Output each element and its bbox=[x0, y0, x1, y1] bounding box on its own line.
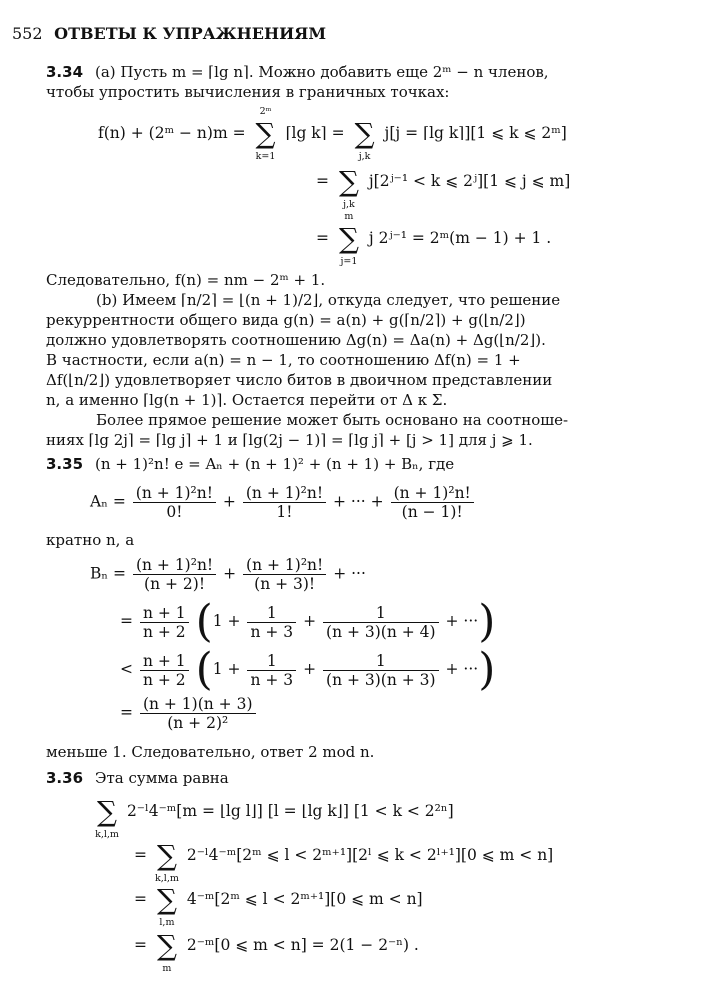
sum-symbol: ∑ j,k bbox=[338, 165, 359, 210]
text-line: чтобы упростить вычисления в граничных точках: bbox=[46, 83, 450, 101]
running-header bbox=[12, 24, 326, 43]
fraction: $\frac{n + 1}{n + 2}$ bbox=[140, 604, 189, 641]
equation-sum-2: = ∑ k,l,m 2⁻ˡ4⁻ᵐ[2ᵐ ⩽ l < 2ᵐ⁺¹][2ˡ ⩽ k < 2ˡ⁺¹][0 ⩽ m < n] bbox=[134, 839, 554, 884]
equation-bn-3: < $\frac{n + 1}{n + 2}$ (1 + $\frac{1}{n + 3}$ + $\frac{1}{(n + 3)(n + 3)}$ + ···) bbox=[120, 644, 496, 695]
chapter-title: ОТВЕТЫ К УПРАЖНЕНИЯМ bbox=[54, 24, 327, 43]
page-number: 552 bbox=[12, 24, 43, 43]
text-line: (b) Имеем ⌈n/2⌉ = ⌊(n + 1)/2⌋, откуда следует, что решение bbox=[96, 291, 561, 309]
eq-lhs: f(n) + (2ᵐ − n)m = bbox=[98, 124, 246, 142]
text-line: В частности, если a(n) = n − 1, то соотношению Δf(n) = 1 + bbox=[46, 351, 521, 369]
fraction: $\frac{\text{(n + 1)²n!}}{1!}$ bbox=[243, 484, 326, 521]
equation-line-3: = m ∑ j=1 j 2ʲ⁻¹ = 2ᵐ(m − 1) + 1 . bbox=[316, 211, 552, 267]
equation-an: Aₙ = $\frac{\text{(n + 1)²n!}}{0!}$ + $\frac{\text{(n + 1)²n!}}{1!}$ + ··· + $\frac{\text{(n + 1)²n!}}{(n - 1)!}$ bbox=[90, 484, 476, 521]
text-line: Более прямое решение может быть основано на соотноше- bbox=[96, 411, 569, 429]
fraction: $\frac{\text{(n + 1)²n!}}{(n + 3)!}$ bbox=[243, 556, 326, 593]
text-line: рекуррентности общего вида g(n) = a(n) + g(⌈n/2⌉) + g(⌊n/2⌋) bbox=[46, 311, 526, 329]
equation-line-1 bbox=[98, 106, 567, 162]
fraction: $\frac{\text{(n + 1)²n!}}{(n + 2)!}$ bbox=[133, 556, 216, 593]
equation-sum-1 bbox=[92, 795, 454, 840]
answer-3-34-line-1 bbox=[46, 62, 549, 82]
eq-rhs: j[j = ⌈lg k⌉][1 ⩽ k ⩽ 2ᵐ] bbox=[384, 124, 567, 142]
answer-3-35-line-1 bbox=[46, 454, 454, 474]
exercise-number: 3.35 bbox=[46, 455, 84, 473]
eq-mid: ⌈lg k⌉ = bbox=[285, 124, 345, 142]
eq-rhs: 2⁻ˡ4⁻ᵐ[2ᵐ ⩽ l < 2ᵐ⁺¹][2ˡ ⩽ k < 2ˡ⁺¹][0 ⩽ m < n] bbox=[186, 846, 554, 864]
text-line: меньше 1. Следовательно, ответ 2 mod n. bbox=[46, 743, 375, 761]
sum-symbol: ∑ l,m bbox=[156, 883, 177, 928]
fraction: $\frac{n + 1}{n + 2}$ bbox=[140, 652, 189, 689]
text-line: кратно n, а bbox=[46, 531, 135, 549]
fraction: $\frac{\text{(n + 1)²n!}}{0!}$ bbox=[133, 484, 216, 521]
sum-symbol: ∑ m bbox=[156, 929, 177, 974]
eq-rhs: 2⁻ˡ4⁻ᵐ[m = ⌊lg l⌋] [l = ⌊lg k⌋] [1 < k < 2²ⁿ] bbox=[126, 802, 454, 820]
sum-symbol: ∑ j,k bbox=[354, 117, 375, 162]
text-line: (a) Пусть m = ⌈lg n⌉. Можно добавить еще 2ᵐ − n членов, bbox=[95, 63, 549, 81]
sum-symbol: ∑ k,l,m bbox=[155, 839, 179, 884]
fraction: $\frac{(n + 1)(n + 3)}{\text{(n + 2)²}}$ bbox=[140, 695, 256, 732]
answer-3-36-line-1 bbox=[46, 768, 229, 788]
fraction: $\frac{1}{(n + 3)(n + 3)}$ bbox=[323, 652, 439, 689]
fraction: $\frac{\text{(n + 1)²n!}}{(n - 1)!}$ bbox=[391, 484, 474, 521]
equation-bn-4: = $\frac{(n + 1)(n + 3)}{\text{(n + 2)²}}$ bbox=[120, 695, 258, 732]
text-line: Эта сумма равна bbox=[95, 769, 229, 787]
sum-symbol: ∑ k,l,m bbox=[95, 795, 119, 840]
equation-sum-4: = ∑ m 2⁻ᵐ[0 ⩽ m < n] = 2(1 − 2⁻ⁿ) . bbox=[134, 929, 419, 974]
text-line: Δf(⌊n/2⌋) удовлетворяет число битов в двоичном представлении bbox=[46, 371, 553, 389]
equation-bn-1: Bₙ = $\frac{\text{(n + 1)²n!}}{(n + 2)!}$ + $\frac{\text{(n + 1)²n!}}{(n + 3)!}$ + ··· bbox=[90, 556, 366, 593]
eq-rhs: 2⁻ᵐ[0 ⩽ m < n] = 2(1 − 2⁻ⁿ) . bbox=[186, 936, 419, 954]
fraction: $\frac{1}{(n + 3)(n + 4)}$ bbox=[323, 604, 439, 641]
equation-bn-2: = $\frac{n + 1}{n + 2}$ (1 + $\frac{1}{n + 3}$ + $\frac{1}{(n + 3)(n + 4)}$ + ···) bbox=[120, 596, 496, 647]
equation-sum-3: = ∑ l,m 4⁻ᵐ[2ᵐ ⩽ l < 2ᵐ⁺¹][0 ⩽ m < n] bbox=[134, 883, 423, 928]
exercise-number: 3.34 bbox=[46, 63, 84, 81]
text-line: (n + 1)²n! e = Aₙ + (n + 1)² + (n + 1) + Bₙ, где bbox=[95, 455, 455, 473]
text-line: Следовательно, f(n) = nm − 2ᵐ + 1. bbox=[46, 271, 326, 289]
text-line: должно удовлетворять соотношению Δg(n) = Δa(n) + Δg(⌊n/2⌋). bbox=[46, 331, 546, 349]
eq-rhs: 4⁻ᵐ[2ᵐ ⩽ l < 2ᵐ⁺¹][0 ⩽ m < n] bbox=[186, 890, 423, 908]
fraction: $\frac{1}{n + 3}$ bbox=[247, 652, 296, 689]
text-line: n, а именно ⌈lg(n + 1)⌉. Остается перейти от Δ к Σ. bbox=[46, 391, 448, 409]
sum-symbol: m ∑ j=1 bbox=[338, 211, 359, 267]
text-line: ниях ⌈lg 2j⌉ = ⌈lg j⌉ + 1 и ⌈lg(2j − 1)⌉ = ⌈lg j⌉ + [j > 1] для j ⩾ 1. bbox=[46, 431, 533, 449]
sum-symbol: 2ᵐ ∑ k=1 bbox=[255, 106, 276, 162]
eq-rhs: j 2ʲ⁻¹ = 2ᵐ(m − 1) + 1 . bbox=[368, 229, 552, 247]
exercise-number: 3.36 bbox=[46, 769, 84, 787]
fraction: $\frac{1}{n + 3}$ bbox=[247, 604, 296, 641]
eq-rhs: j[2ʲ⁻¹ < k ⩽ 2ʲ][1 ⩽ j ⩽ m] bbox=[368, 172, 571, 190]
equation-line-2: = ∑ j,k j[2ʲ⁻¹ < k ⩽ 2ʲ][1 ⩽ j ⩽ m] bbox=[316, 165, 571, 210]
